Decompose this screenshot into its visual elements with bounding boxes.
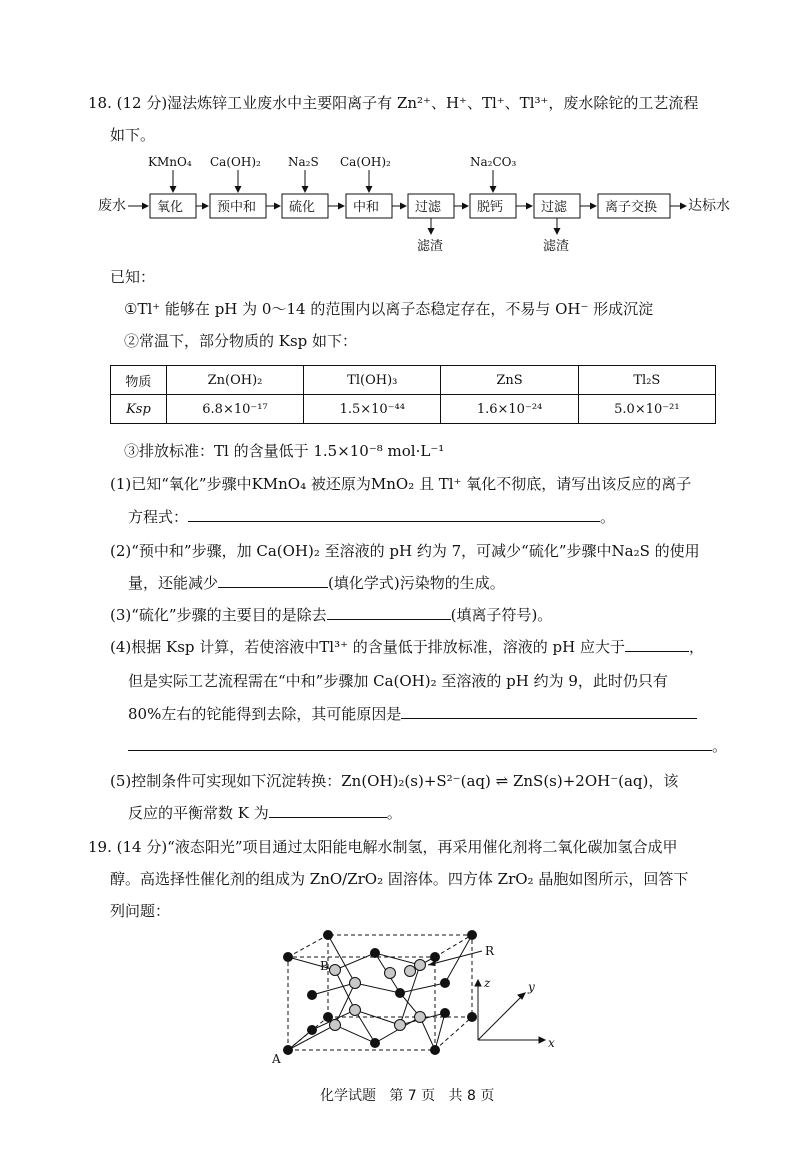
axis-z-label: z xyxy=(484,976,491,990)
known-item-2: ②常温下，部分物质的 Ksp 如下： xyxy=(124,332,358,350)
answer-blank-2[interactable] xyxy=(218,587,328,588)
atom-B xyxy=(330,965,341,976)
axis-x-label: x xyxy=(548,1036,555,1050)
answer-blank-3[interactable] xyxy=(327,619,451,620)
q19-stem-line3: 列问题： xyxy=(110,902,171,920)
flow-end-label: 达标水 xyxy=(688,198,730,214)
flow-step-3: 硫化 xyxy=(289,200,316,215)
footer-subject: 化学试题 xyxy=(320,1088,376,1104)
flow-step-4: 中和 xyxy=(353,200,380,215)
process-flow-diagram xyxy=(90,152,770,262)
answer-blank-4[interactable] xyxy=(625,651,689,652)
q19-stem-line1: 19. (14 分)“液态阳光”项目通过太阳能电解水制氢，再采用催化剂将二氧化碳加氢合成甲 xyxy=(88,838,678,856)
flow-step-5: 过滤 xyxy=(415,200,442,215)
flow-step-2: 预中和 xyxy=(217,200,257,215)
known-item-1: ①Tl⁺ 能够在 pH 为 0～14 的范围内以离子态稳定存在，不易与 OH⁻ 形成沉淀 xyxy=(124,300,654,318)
reagent-caoh2-2: Ca(OH)₂ xyxy=(340,155,391,169)
table-cell: 5.0×10⁻²¹ xyxy=(578,395,715,424)
footer-total: 共 8 页 xyxy=(448,1088,495,1104)
table-cell: Tl(OH)₃ xyxy=(304,366,441,395)
residue-1: 滤渣 xyxy=(417,239,444,254)
q18-part5-line2: 反应的平衡常数 K 为 。 xyxy=(128,804,402,822)
flow-start-label: 废水 xyxy=(98,198,126,214)
label-B: B xyxy=(320,959,329,973)
table-cell: 6.8×10⁻¹⁷ xyxy=(166,395,303,424)
footer-page: 第 7 页 xyxy=(389,1088,436,1104)
q18-stem-line1: 18. (12 分)湿法炼锌工业废水中主要阳离子有 Zn²⁺、H⁺、Tl⁺、Tl³⁺，废水除铊的工艺流程 xyxy=(88,94,699,112)
answer-blank-7[interactable] xyxy=(269,817,387,818)
answer-blank-6[interactable] xyxy=(128,750,712,751)
reagent-kmno4: KMnO₄ xyxy=(148,155,192,169)
q18-part1-line2: 方程式： 。 xyxy=(128,508,616,526)
q18-part4-line4: 。 xyxy=(128,735,727,756)
atom-A xyxy=(283,1045,293,1055)
flow-step-8: 离子交换 xyxy=(605,200,658,215)
table-cell: Ksp xyxy=(111,395,167,424)
flow-step-6: 脱钙 xyxy=(477,200,504,215)
known-item-3: ③排放标准：Tl 的含量低于 1.5×10⁻⁸ mol·L⁻¹ xyxy=(124,442,445,460)
page-footer xyxy=(320,1085,494,1105)
label-A: A xyxy=(272,1052,281,1066)
zro2-unit-cell-figure xyxy=(260,925,570,1075)
ksp-table xyxy=(110,365,716,424)
flow-step-7: 过滤 xyxy=(541,200,568,215)
residue-2: 滤渣 xyxy=(543,239,570,254)
reagent-caoh2-1: Ca(OH)₂ xyxy=(210,155,261,169)
reagent-na2co3: Na₂CO₃ xyxy=(470,155,517,169)
table-cell: ZnS xyxy=(441,366,578,395)
reagent-na2s: Na₂S xyxy=(288,155,319,169)
table-cell: Zn(OH)₂ xyxy=(166,366,303,395)
flow-step-1: 氧化 xyxy=(157,200,184,215)
q18-stem-line2: 如下。 xyxy=(110,126,156,144)
q18-part5-line1: (5)控制条件可实现如下沉淀转换：Zn(OH)₂(s)+S²⁻(aq) ⇌ ZnS(s)+2OH⁻(aq)，该 xyxy=(110,772,679,790)
table-row xyxy=(111,366,716,395)
table-cell: 物质 xyxy=(111,366,167,395)
q18-part3: (3)“硫化”步骤的主要目的是除去 (填离子符号)。 xyxy=(110,606,553,624)
q18-part2-line2: 量，还能减少 (填化学式)污染物的生成。 xyxy=(128,574,505,592)
atom-R xyxy=(415,960,426,971)
known-heading: 已知： xyxy=(110,268,156,286)
q18-part4-line3: 80%左右的铊能得到去除，其可能原因是 xyxy=(128,703,697,724)
q18-part4-line1: (4)根据 Ksp 计算，若使溶液中Tl³⁺ 的含量低于排放标准，溶液的 pH 应大于 ， xyxy=(110,638,705,656)
table-row xyxy=(111,395,716,424)
answer-blank-5[interactable] xyxy=(401,718,697,719)
q19-stem-line2: 醇。高选择性催化剂的组成为 ZnO/ZrO₂ 固溶体。四方体 ZrO₂ 晶胞如图所示，回答下 xyxy=(110,870,689,888)
q18-part4-line2: 但是实际工艺流程需在“中和”步骤加 Ca(OH)₂ 至溶液的 pH 约为 9，此时仍只有 xyxy=(128,672,668,690)
axis-y-label: y xyxy=(528,980,535,994)
q18-part2-line1: (2)“预中和”步骤，加 Ca(OH)₂ 至溶液的 pH 约为 7，可减少“硫化”步骤中Na₂S 的使用 xyxy=(110,542,700,560)
answer-blank-1[interactable] xyxy=(188,521,600,522)
table-cell: 1.6×10⁻²⁴ xyxy=(441,395,578,424)
label-R: R xyxy=(485,944,495,958)
table-cell: Tl₂S xyxy=(578,366,715,395)
q18-part1-line1: (1)已知“氧化”步骤中KMnO₄ 被还原为MnO₂ 且 Tl⁺ 氧化不彻底，请写出该反应的离子 xyxy=(110,475,692,493)
table-cell: 1.5×10⁻⁴⁴ xyxy=(304,395,441,424)
